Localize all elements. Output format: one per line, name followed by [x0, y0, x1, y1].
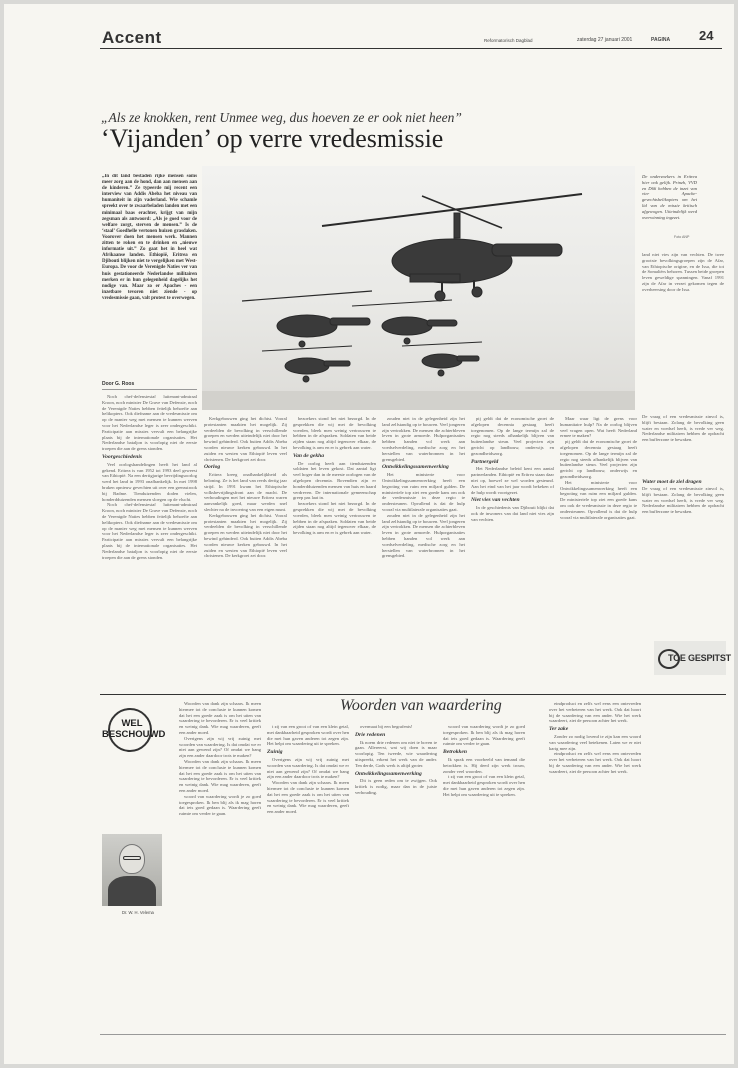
subhead-partnergeld: Partnergeld — [471, 458, 499, 465]
col3-text-b: De oorlog heeft aan tienduizenden soldaten het leven gekost. Dat aantal ligt veel hoger dan in de meeste oorlogen van de afgelopen decennia. Bovendien zijn er honderdduizenden mensen van huis en haard verdreven. De internationale gemeenschap greep pas laat in. — [293, 460, 376, 501]
col5-text-a: pij geldt dat de economische groei de afgelopen decennia gestaag heeft toegenomen. Op de lange termijn zal de regio nog steeds afhankelijk blijven van buitenlandse steun. Veel projecten zijn gericht op landbouw, onderwijs en gezondheidszorg. — [471, 416, 554, 456]
subhead-water: Water moet de ziel dragen — [642, 479, 702, 485]
byline: Door G. Roos — [102, 381, 135, 387]
a2-col3-text-b: Ik noem drie redenen om niet te boven te gaan. Allereerst, wat wij doen is maar voorlopig. Ten tweede, wie waardering uitspreekt, erkent het werk van de ander. Ten derde, Gods werk is altijd groter. — [355, 739, 437, 768]
col5-text-c: In de geschiedenis van Djibouti blijkt dat ook de inwoners van dat land niet vies zijn van vechten. — [471, 505, 554, 522]
subhead-ter-zake: Ter zake — [549, 726, 569, 733]
wel-beschouwd-logo — [102, 704, 166, 776]
article1-column-right-bottom: De vraag of een vredesmissie zinvol is, blijft bestaan. Zolang de bevolking geen water en voedsel heeft, is vrede ver weg. Nederlandse militairen hebben de opdracht een bufferzone te bewaken. — [642, 486, 724, 515]
toe-gespitst-text: TOE GESPITST — [668, 653, 731, 663]
article2-headline: Woorden van waardering — [340, 697, 502, 714]
masthead: Reformatorisch Dagblad — [484, 38, 533, 43]
article1-col4 — [382, 416, 465, 686]
article1-col3 — [293, 416, 376, 686]
a2-col1-text-a: Woorden van dank zijn schaars. Ik meen hiermee tot de conclusie te kunnen komen dat het een goede zaak is om het uiten van waardering te bevorderen. Er is veel kritiek en weinig dank. Wie mag waarderen, geeft een ander moed. — [179, 701, 261, 735]
article2-col2 — [267, 724, 349, 1024]
col2-text-b: Eritrea kreeg onafhankelijkheid als beloning. Ze is het land van reeds dertig jaar strijd. In 1991 kwam het Ethiopische volksbevrijdingsfront aan de macht. De verhoudingen met het nieuwe Eritrea waren aanvankelijk goed, maar werden snel slechter na de invoering van een eigen munt. — [204, 472, 287, 512]
newspaper-page — [4, 4, 734, 1064]
helicopter-photo — [202, 166, 635, 410]
a2-col5-text-b: Zonder zo nodig lovend te zijn kan een woord van waardering veel betekenen. Laten we er niet karig mee zijn. — [549, 733, 641, 751]
a2-col3-text-a: overmaat bij een begrafenis! — [360, 724, 413, 729]
photo-credit: Foto ANP — [674, 235, 690, 239]
subhead-a2-ontwikkeling: Ontwikkelingssamenwerking — [355, 770, 422, 777]
subhead-drie-redenen: Drie redenen — [355, 731, 386, 738]
a2-col1-text-d: woord van waardering wordt je zo goed toegesproken. Ik ben blij als ik mag horen dat iets goed gedaan is. Waardering geeft ruimte om verder te gaan. — [179, 793, 261, 817]
headline: ‘Vijanden’ op verre vredesmissie — [101, 124, 444, 153]
author-name: Dr. W. H. Velema — [122, 910, 154, 915]
article2-col5 — [549, 701, 641, 1001]
a2-col1-text-b: Overigens zijn wij vrij zuinig met woorden van waardering. Is dat omdat we er niet aan gewend zijn? Of omdat we bang zijn een ander daardoor trots te maken? — [179, 735, 261, 759]
a2-col3-text-c: Dit is geen reden om te zwijgen. Ook kritiek is nodig, maar dan in de juiste verhouding. — [355, 778, 437, 795]
header-rule — [100, 48, 722, 49]
article2-col1 — [179, 701, 261, 1021]
lead-divider — [102, 389, 197, 390]
col5-text-b: Het Nederlandse beleid kent een aantal partnerlanden. Ethiopië en Eritrea staan daar niet op, hoewel ze wel worden gesteund. Aan het eind van het jaar wordt bekeken of de hulp wordt voortgezet. — [471, 466, 554, 495]
section-title: Accent — [102, 28, 162, 47]
col2-text-a: Kerkgebouwen ging het dichtst. Vooral protestanten maakten het mogelijk. Zij verdeelden de bevolking in verschillende groepen en werden uiteindelijk niet door het bewind gehinderd. Ook buiten Addis Abeba worden nieuwe kerken gebouwd. In het zuiden en westen van Ethiopië leven veel christenen. De kerkgroei zet door. — [204, 416, 287, 462]
col3-text-c: bezoekers stond het niet bezorgd. In de gesprekken die wij met de bevolking voerden, bleek men weinig vertrouwen te hebben in de afspraken. Soldaten van beide zijden staan nog altijd tegenover elkaar, de bevolking is arm en er is gebrek aan water. — [293, 501, 376, 536]
article2-col4 — [443, 724, 525, 1024]
photo-caption: De onderzoekers in Eritrea hier ook gelijk. Prinzh, VVD en D66 hebben de inzet van vier Apache-gevechtshelikopters om het lid van de missie kritisch afgewogen. Uiteindelijk werd overwinning ingezet. — [642, 174, 697, 220]
subhead-van-de-gekha: Van de gekha — [293, 452, 325, 459]
article1-col2 — [204, 416, 287, 686]
article1-col5 — [471, 416, 554, 686]
subhead-niet-vies: Niet vies van vechten — [471, 497, 520, 504]
footer-rule — [100, 1034, 726, 1035]
col6-text-b: pij geldt dat de economische groei de afgelopen decennia gestaag heeft toegenomen. Op de lange termijn zal de regio nog steeds afhankelijk blijven van buitenlandse steun. Veel projecten zijn gericht op landbouw, onderwijs en gezondheidszorg. — [560, 439, 637, 479]
a2-col4-text-b: Ik sprak een voorbeeld van iemand die betrokken is. Hij deed zijn werk trouw, zonder veel woorden. — [443, 756, 525, 774]
subhead-oorlog: Oorlog — [204, 464, 221, 471]
a2-col4-text-a: woord van waardering wordt je zo goed toegesproken. Ik ben blij als ik mag horen dat iets goed gedaan is. Waardering geeft ruimte om verder te gaan. — [443, 724, 525, 747]
kicker: „Als ze knokken, rent Unmee weg, dus hoeven ze er ook niet heen” — [101, 110, 462, 125]
a2-col4-text-c: t zij van een groot of van een klein getal, met dankbaarheid gesproken wordt over hen die met hun gaven anderen tot zegen zijn. Het helpt om waardering uit te spreken. — [443, 774, 525, 797]
toe-gespitst-logo — [654, 641, 731, 675]
col4-text-a: zouden niet in de gelegenheid zijn het land zelfstandig op te bouwen. Veel jongeren zijn vertrokken. De mensen die achterbleven leven in grote armoede. Hulporganisaties hebben handen vol werk aan voedselverdeling, medische zorg en het herstellen van waterbronnen in het grensgebied. — [382, 416, 465, 462]
col4-text-c: zouden niet in de gelegenheid zijn het land zelfstandig op te bouwen. Veel jongeren zijn vertrokken. De mensen die achterbleven leven in grote armoede. Hulporganisaties hebben handen vol werk aan voedselverdeling, medische zorg en het herstellen van waterbronnen in het grensgebied. — [382, 512, 465, 559]
author-portrait — [102, 834, 162, 906]
pagina-label: PAGINA — [651, 37, 671, 43]
col3-text-a: bezoekers stond het niet bezorgd. In de gesprekken die wij met de bevolking voerden, bleek men weinig vertrouwen te hebben in de afspraken. Soldaten van beide zijden staan nog altijd tegenover elkaar, de bevolking is arm en er is gebrek aan water. — [293, 416, 376, 450]
a2-col2-text-c: Woorden van dank zijn schaars. Ik meen hiermee tot de conclusie te kunnen komen dat het een goede zaak is om het uiten van waardering te bevorderen. Er is veel kritiek en weinig dank. Wie mag waarderen, geeft een ander moed. — [267, 780, 349, 815]
col1-text-a: Noch chef-defensiestaf luitenant-admiraal Kroon, noch minister De Grave van Defensie, noch de Verenigde Naties hebben feitelijk behoefte aan helikopters. Ook diefname aan de vredesmissie om op de manier weg met mensen te kunnen werven voor het Nederlandse leger is zeer ondergeschikt. Participatie aan missies vervult een belangrijke plaats bij de internationale organisaties. Het Nederlandse bataljon is voorlopig niet de eerste troepen die aan de grens stonden. — [102, 394, 197, 452]
col2-text-c: Kerkgebouwen ging het dichtst. Vooral protestanten maakten het mogelijk. Zij verdeelden de bevolking in verschillende groepen en werden uiteindelijk niet door het bewind gehinderd. Ook buiten Addis Abeba worden nieuwe kerken gebouwd. In het zuiden en westen van Ethiopië leven veel christenen. De kerkgroei zet door. — [204, 512, 287, 559]
col1-text-b: Veel oorlogshandelingen heeft het land al gekend. Eritrea is van 1952 tot 1993 deel geweest van Ethiopië. Na een dertigjarige bevrijdingsoorlog werd het land in 1993 onafhankelijk. In mei 1998 braken opnieuw gevechten uit over een grensstrook bij Badme. Tienduizenden doden vielen, honderdduizenden mensen sloegen op de vlucht. — [102, 461, 197, 502]
col1-text-c: Noch chef-defensiestaf luitenant-admiraal Kroon, noch minister De Grave van Defensie, noch de Verenigde Naties hebben feitelijk behoefte aan helikopters. Ook diefname aan de vredesmissie om op de manier weg met mensen te kunnen werven voor het Nederlandse leger is zeer ondergeschikt. Participatie aan missies vervult een belangrijke plaats bij de internationale organisaties. Het Nederlandse bataljon is voorlopig niet de eerste troepen die aan de grens stonden. — [102, 502, 197, 560]
col6-text-c: Het ministerie voor Ontwikkelingssamenwerking heeft een begroting van ruim een miljard gulden. De ministeriele top ziet een goede kans om ook de vredesmissie in deze regio te ondersteunen. Opvallend is dat de hulp vooral via multilaterale organisaties gaat. — [560, 479, 637, 520]
lead-paragraph: „In dit land bestaden rijke mensen soms meer zorg aan de hond, dan aan mensen aan de kinderen.” Ze typeerde mij recent een interview van Addis Abeba het niveau van humaniteit in zijn vaderland. Wie schamle spreekt over te zwaarbeladen landen met een minimaal baas erachter, krijgt van mijn zegsman als antwoord: „Als je goed voor de welfare zorgt, sterven de mensen.” Is de ‘staal’ Goedhelle vertonen huizen grasdaken. Voorover doen het mensen werk. Mannen zitten te roken en te drinken en „nieuwe informatie uit.” Zo gaat het in heel wat Afrikaanse landen. Ethiopië, Eritrea en Djibouti blijken niet te vergelijken met West-Europa. De voor de Verenigde Naties ver van huis gestationeerde Nederlandse militairen merken er in hun gelegenheid dagelijks het nodige van. Maar zo er Apaches - een inzetbare tevoren niet ziende - op vredesmissie gaan, valt protest te overwegen. — [102, 174, 197, 301]
a2-col5-text-a: eindproduct en zelfs wel eens een ontevreden over het verbeteren van het werk. Ook dat hoort bij de waardering van een ander. Wie het werk waardeert, ziet de persoon achter het werk. — [549, 701, 641, 724]
article1-column-right-top: land niet vies zijn van vechten. De twee grootste bevolkingsgroepen zijn de Afar, van Ethiopische origine, en de Issa, die tot de Somaliërs behoren. Tussen beide groepen leven geweldige spanningen. Vanaf 1991 zijn de Afar in verzet gekomen tegen de overheersing door de Issa. — [642, 252, 724, 292]
column-logo-text: WEL BESCHOUWD — [102, 718, 166, 740]
subhead-zuinig: Zuinig — [267, 749, 283, 756]
subhead-voorgeschiedenis: Voorgeschiedenis — [102, 453, 143, 460]
a2-col1-text-c: Woorden van dank zijn schaars. Ik meen hiermee tot de conclusie te kunnen komen dat het een goede zaak is om het uiten van waardering te bevorderen. Er is veel kritiek en weinig dank. Wie mag waarderen, geeft een ander moed. — [179, 758, 261, 793]
helicopters-illustration — [202, 166, 635, 410]
a2-col2-text-a: t zij van een groot of van een klein getal, met dankbaarheid gesproken wordt over hen die met hun gaven anderen tot zegen zijn. Het helpt om waardering uit te spreken. — [267, 724, 349, 747]
col4-text-b: Het ministerie voor Ontwikkelingssamenwerking heeft een begroting van ruim een miljard gulden. De ministeriele top ziet een goede kans om ook de vredesmissie in deze regio te ondersteunen. Opvallend is dat de hulp vooral via multilaterale organisaties gaat. — [382, 472, 465, 512]
page-number: 24 — [699, 28, 714, 43]
a2-col5-text-c: eindproduct en zelfs wel eens een ontevreden over het verbeteren van het werk. Ook dat hoort bij de waardering van een ander. Wie het werk waardeert, ziet de persoon achter het werk. — [549, 751, 641, 774]
subhead-ontwikkeling: Ontwikkelingssamenwerking — [382, 464, 449, 471]
article1-col1 — [102, 394, 197, 684]
article1-column-right-top-b: De vraag of een vredesmissie zinvol is, blijft bestaan. Zolang de bevolking geen water en voedsel heeft, is vrede ver weg. Nederlandse militairen hebben de opdracht een bufferzone te bewaken. — [642, 414, 724, 443]
a2-col2-text-b: Overigens zijn wij vrij zuinig met woorden van waardering. Is dat omdat we er niet aan gewend zijn? Of omdat we bang zijn een ander daardoor trots te maken? — [267, 756, 349, 780]
date-line: zaterdag 27 januari 2001 — [577, 37, 633, 43]
article-separator — [100, 694, 726, 695]
article2-col3 — [355, 724, 437, 1024]
col6-text-a: Maar waar ligt de grens voor humanitaire hulp? Na de oorlog blijven veel vragen open. Wat heeft Nederland ermee te maken? — [560, 416, 637, 439]
article1-col6 — [560, 416, 637, 686]
subhead-betrokken: Betrokken — [443, 749, 467, 756]
